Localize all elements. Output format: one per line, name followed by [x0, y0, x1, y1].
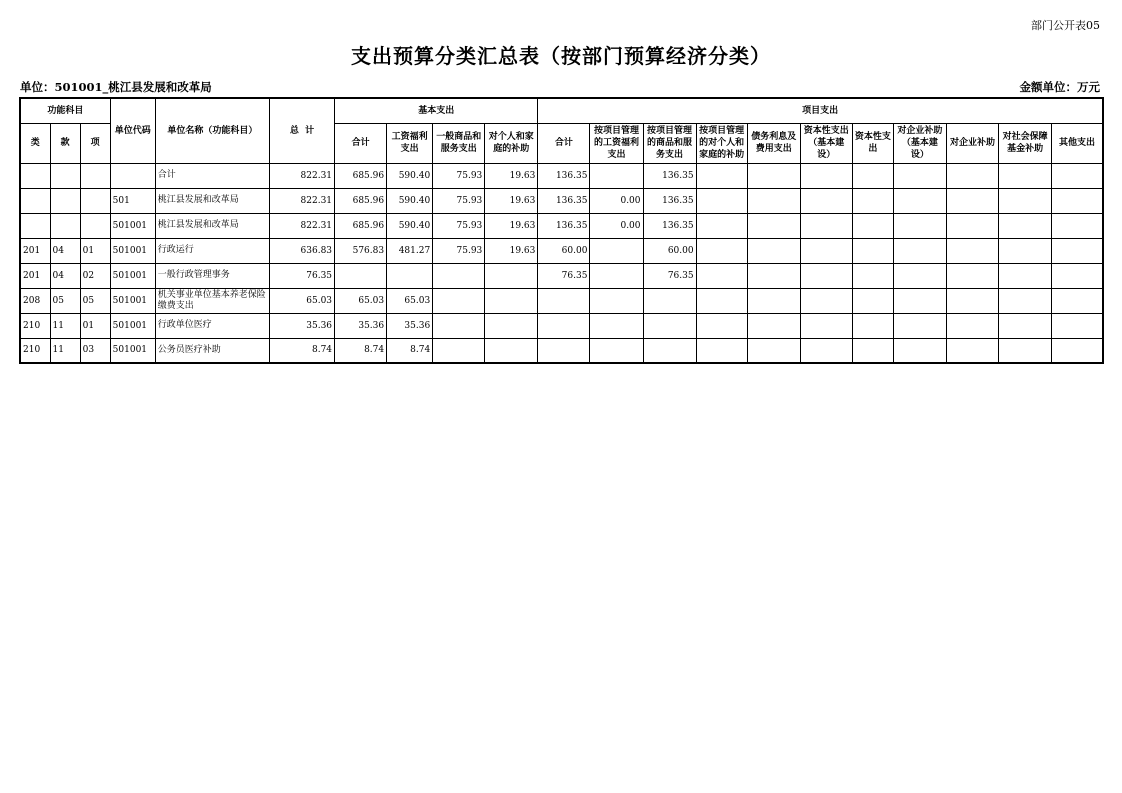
table-row	[20, 288, 1103, 313]
table-row	[20, 338, 1103, 363]
cell-unit-code: 501001	[110, 338, 155, 363]
cell-project-capital	[852, 188, 893, 213]
cell-project-subtotal: 60.00	[538, 238, 590, 263]
cell-unit-code: 501001	[110, 238, 155, 263]
cell-kuan	[50, 213, 80, 238]
cell-project-individual-subsidy	[696, 163, 747, 188]
cell-project-enterprise-subsidy	[946, 213, 998, 238]
cell-kuan	[50, 188, 80, 213]
cell-basic-goods-services: 75.93	[433, 238, 485, 263]
cell-project-wages: 0.00	[590, 188, 643, 213]
cell-kuan: 11	[50, 313, 80, 338]
cell-project-subtotal: 136.35	[538, 163, 590, 188]
cell-basic-goods-services	[433, 263, 485, 288]
cell-project-individual-subsidy	[696, 288, 747, 313]
cell-kuan	[50, 163, 80, 188]
cell-basic-subtotal: 35.36	[335, 313, 387, 338]
header-project-social-security-subsidy: 对社会保障基金补助	[999, 123, 1052, 163]
page-title: 支出预算分类汇总表（按部门预算经济分类）	[351, 44, 771, 68]
cell-project-individual-subsidy	[696, 188, 747, 213]
cell-basic-wages: 590.40	[387, 213, 433, 238]
cell-project-capital-construction	[800, 263, 852, 288]
cell-basic-individual-subsidy	[485, 288, 538, 313]
cell-project-debt-interest	[747, 288, 800, 313]
cell-unit-name: 合计	[155, 163, 269, 188]
cell-basic-subtotal: 685.96	[335, 188, 387, 213]
cell-kuan: 04	[50, 263, 80, 288]
cell-project-enterprise-subsidy-construction	[893, 188, 946, 213]
cell-basic-subtotal: 685.96	[335, 213, 387, 238]
cell-project-enterprise-subsidy-construction	[893, 163, 946, 188]
cell-total: 76.35	[269, 263, 334, 288]
cell-project-debt-interest	[747, 188, 800, 213]
cell-lei: 210	[20, 338, 50, 363]
header-func-subject: 功能科目	[20, 98, 110, 123]
cell-lei: 201	[20, 238, 50, 263]
cell-project-subtotal	[538, 338, 590, 363]
cell-total: 8.74	[269, 338, 334, 363]
cell-project-goods-services: 136.35	[643, 188, 696, 213]
cell-project-capital-construction	[800, 338, 852, 363]
cell-project-goods-services	[643, 288, 696, 313]
cell-project-enterprise-subsidy-construction	[893, 288, 946, 313]
cell-basic-individual-subsidy: 19.63	[485, 163, 538, 188]
cell-total: 822.31	[269, 163, 334, 188]
cell-unit-code: 501001	[110, 213, 155, 238]
cell-project-wages	[590, 288, 643, 313]
cell-lei	[20, 163, 50, 188]
header-basic-subtotal: 合计	[335, 123, 387, 163]
header-project-goods-services: 按项目管理的商品和服务支出	[643, 123, 696, 163]
cell-project-goods-services: 136.35	[643, 163, 696, 188]
header-unit-name: 单位名称（功能科目）	[155, 98, 269, 163]
header-basic-expenditure: 基本支出	[335, 98, 538, 123]
cell-project-debt-interest	[747, 213, 800, 238]
cell-project-enterprise-subsidy-construction	[893, 313, 946, 338]
cell-unit-name: 桃江县发展和改革局	[155, 188, 269, 213]
cell-basic-goods-services: 75.93	[433, 163, 485, 188]
cell-total: 636.83	[269, 238, 334, 263]
cell-project-social-security-subsidy	[999, 163, 1052, 188]
cell-lei	[20, 188, 50, 213]
cell-unit-name: 公务员医疗补助	[155, 338, 269, 363]
cell-project-goods-services: 60.00	[643, 238, 696, 263]
header-kuan: 款	[50, 123, 80, 163]
cell-total: 35.36	[269, 313, 334, 338]
amount-unit-label: 金额单位：万元	[1019, 80, 1100, 94]
budget-table	[19, 97, 1104, 364]
budget-table-body	[20, 163, 1103, 363]
cell-lei: 201	[20, 263, 50, 288]
header-project-capital: 资本性支出	[852, 123, 893, 163]
cell-project-goods-services: 76.35	[643, 263, 696, 288]
cell-project-subtotal: 136.35	[538, 188, 590, 213]
unit-label: 单位：501001_桃江县发展和改革局	[20, 80, 212, 94]
cell-basic-wages: 590.40	[387, 163, 433, 188]
cell-project-wages	[590, 238, 643, 263]
cell-project-other	[1052, 338, 1103, 363]
cell-basic-subtotal: 8.74	[335, 338, 387, 363]
cell-project-capital-construction	[800, 288, 852, 313]
cell-project-subtotal	[538, 288, 590, 313]
header-basic-goods-services: 一般商品和服务支出	[433, 123, 485, 163]
cell-project-wages: 0.00	[590, 213, 643, 238]
cell-project-social-security-subsidy	[999, 338, 1052, 363]
cell-project-other	[1052, 163, 1103, 188]
header-project-enterprise-subsidy-construction: 对企业补助（基本建设）	[893, 123, 946, 163]
cell-project-capital	[852, 263, 893, 288]
cell-xiang: 02	[80, 263, 110, 288]
cell-basic-subtotal: 576.83	[335, 238, 387, 263]
header-basic-individual-subsidy: 对个人和家庭的补助	[485, 123, 538, 163]
cell-xiang	[80, 163, 110, 188]
cell-project-social-security-subsidy	[999, 213, 1052, 238]
cell-lei	[20, 213, 50, 238]
cell-unit-name: 行政运行	[155, 238, 269, 263]
cell-project-capital	[852, 163, 893, 188]
cell-project-individual-subsidy	[696, 238, 747, 263]
cell-xiang: 05	[80, 288, 110, 313]
cell-basic-individual-subsidy	[485, 313, 538, 338]
cell-project-goods-services: 136.35	[643, 213, 696, 238]
cell-unit-code: 501	[110, 188, 155, 213]
header-project-other: 其他支出	[1052, 123, 1103, 163]
cell-total: 65.03	[269, 288, 334, 313]
header-project-enterprise-subsidy: 对企业补助	[946, 123, 998, 163]
cell-project-debt-interest	[747, 263, 800, 288]
cell-unit-code	[110, 163, 155, 188]
cell-project-enterprise-subsidy	[946, 288, 998, 313]
cell-project-other	[1052, 313, 1103, 338]
cell-total: 822.31	[269, 188, 334, 213]
cell-unit-code: 501001	[110, 313, 155, 338]
cell-basic-subtotal	[335, 263, 387, 288]
cell-project-enterprise-subsidy-construction	[893, 338, 946, 363]
cell-project-enterprise-subsidy-construction	[893, 213, 946, 238]
cell-basic-individual-subsidy	[485, 263, 538, 288]
cell-project-capital	[852, 313, 893, 338]
cell-basic-goods-services: 75.93	[433, 188, 485, 213]
cell-project-other	[1052, 188, 1103, 213]
cell-basic-individual-subsidy: 19.63	[485, 213, 538, 238]
cell-project-capital-construction	[800, 188, 852, 213]
cell-project-individual-subsidy	[696, 313, 747, 338]
header-basic-wages: 工资福利支出	[387, 123, 433, 163]
cell-lei: 208	[20, 288, 50, 313]
header-row-top	[20, 98, 1103, 123]
header-project-debt-interest: 债务利息及费用支出	[747, 123, 800, 163]
table-row	[20, 188, 1103, 213]
table-row	[20, 313, 1103, 338]
header-project-individual-subsidy: 按项目管理的对个人和家庭的补助	[696, 123, 747, 163]
cell-project-enterprise-subsidy	[946, 313, 998, 338]
cell-total: 822.31	[269, 213, 334, 238]
cell-basic-wages: 65.03	[387, 288, 433, 313]
header-xiang: 项	[80, 123, 110, 163]
cell-project-capital	[852, 288, 893, 313]
cell-project-enterprise-subsidy	[946, 263, 998, 288]
cell-project-wages	[590, 263, 643, 288]
cell-basic-subtotal: 685.96	[335, 163, 387, 188]
cell-basic-individual-subsidy	[485, 338, 538, 363]
cell-project-debt-interest	[747, 238, 800, 263]
cell-project-subtotal: 136.35	[538, 213, 590, 238]
form-number: 部门公开表05	[1031, 19, 1100, 32]
cell-project-debt-interest	[747, 313, 800, 338]
cell-xiang: 01	[80, 238, 110, 263]
header-project-wages: 按项目管理的工资福利支出	[590, 123, 643, 163]
cell-basic-wages	[387, 263, 433, 288]
table-row	[20, 213, 1103, 238]
cell-project-goods-services	[643, 313, 696, 338]
cell-project-individual-subsidy	[696, 213, 747, 238]
cell-project-social-security-subsidy	[999, 238, 1052, 263]
table-row	[20, 238, 1103, 263]
cell-project-enterprise-subsidy-construction	[893, 238, 946, 263]
table-row	[20, 263, 1103, 288]
cell-basic-individual-subsidy: 19.63	[485, 238, 538, 263]
cell-kuan: 04	[50, 238, 80, 263]
cell-project-capital-construction	[800, 163, 852, 188]
cell-xiang	[80, 213, 110, 238]
cell-basic-goods-services	[433, 338, 485, 363]
cell-project-other	[1052, 288, 1103, 313]
cell-basic-wages: 590.40	[387, 188, 433, 213]
cell-basic-goods-services	[433, 288, 485, 313]
header-project-expenditure: 项目支出	[538, 98, 1103, 123]
cell-project-debt-interest	[747, 338, 800, 363]
cell-project-capital-construction	[800, 213, 852, 238]
cell-project-capital	[852, 338, 893, 363]
header-project-capital-construction: 资本性支出（基本建设）	[800, 123, 852, 163]
cell-unit-code: 501001	[110, 263, 155, 288]
cell-project-enterprise-subsidy-construction	[893, 263, 946, 288]
cell-kuan: 11	[50, 338, 80, 363]
cell-project-other	[1052, 263, 1103, 288]
cell-unit-name: 一般行政管理事务	[155, 263, 269, 288]
cell-basic-subtotal: 65.03	[335, 288, 387, 313]
cell-project-wages	[590, 163, 643, 188]
cell-project-capital	[852, 238, 893, 263]
cell-project-wages	[590, 313, 643, 338]
header-lei: 类	[20, 123, 50, 163]
cell-basic-wages: 481.27	[387, 238, 433, 263]
cell-project-social-security-subsidy	[999, 263, 1052, 288]
cell-project-enterprise-subsidy	[946, 188, 998, 213]
cell-unit-name: 桃江县发展和改革局	[155, 213, 269, 238]
cell-project-capital	[852, 213, 893, 238]
cell-project-enterprise-subsidy	[946, 163, 998, 188]
cell-xiang: 01	[80, 313, 110, 338]
cell-project-debt-interest	[747, 163, 800, 188]
cell-project-enterprise-subsidy	[946, 338, 998, 363]
cell-lei: 210	[20, 313, 50, 338]
cell-project-social-security-subsidy	[999, 188, 1052, 213]
cell-unit-code: 501001	[110, 288, 155, 313]
cell-project-subtotal: 76.35	[538, 263, 590, 288]
cell-project-wages	[590, 338, 643, 363]
cell-project-other	[1052, 213, 1103, 238]
header-total: 总 计	[269, 98, 334, 163]
cell-project-other	[1052, 238, 1103, 263]
table-row	[20, 163, 1103, 188]
header-project-subtotal: 合计	[538, 123, 590, 163]
cell-project-social-security-subsidy	[999, 288, 1052, 313]
cell-project-subtotal	[538, 313, 590, 338]
cell-project-goods-services	[643, 338, 696, 363]
cell-unit-name: 行政单位医疗	[155, 313, 269, 338]
cell-basic-wages: 35.36	[387, 313, 433, 338]
cell-basic-individual-subsidy: 19.63	[485, 188, 538, 213]
cell-xiang: 03	[80, 338, 110, 363]
cell-project-capital-construction	[800, 313, 852, 338]
cell-unit-name: 机关事业单位基本养老保险缴费支出	[155, 288, 269, 313]
header-unit-code: 单位代码	[110, 98, 155, 163]
cell-project-individual-subsidy	[696, 338, 747, 363]
cell-project-social-security-subsidy	[999, 313, 1052, 338]
cell-project-individual-subsidy	[696, 263, 747, 288]
cell-xiang	[80, 188, 110, 213]
cell-project-capital-construction	[800, 238, 852, 263]
cell-basic-goods-services	[433, 313, 485, 338]
cell-kuan: 05	[50, 288, 80, 313]
cell-project-enterprise-subsidy	[946, 238, 998, 263]
cell-basic-goods-services: 75.93	[433, 213, 485, 238]
cell-basic-wages: 8.74	[387, 338, 433, 363]
